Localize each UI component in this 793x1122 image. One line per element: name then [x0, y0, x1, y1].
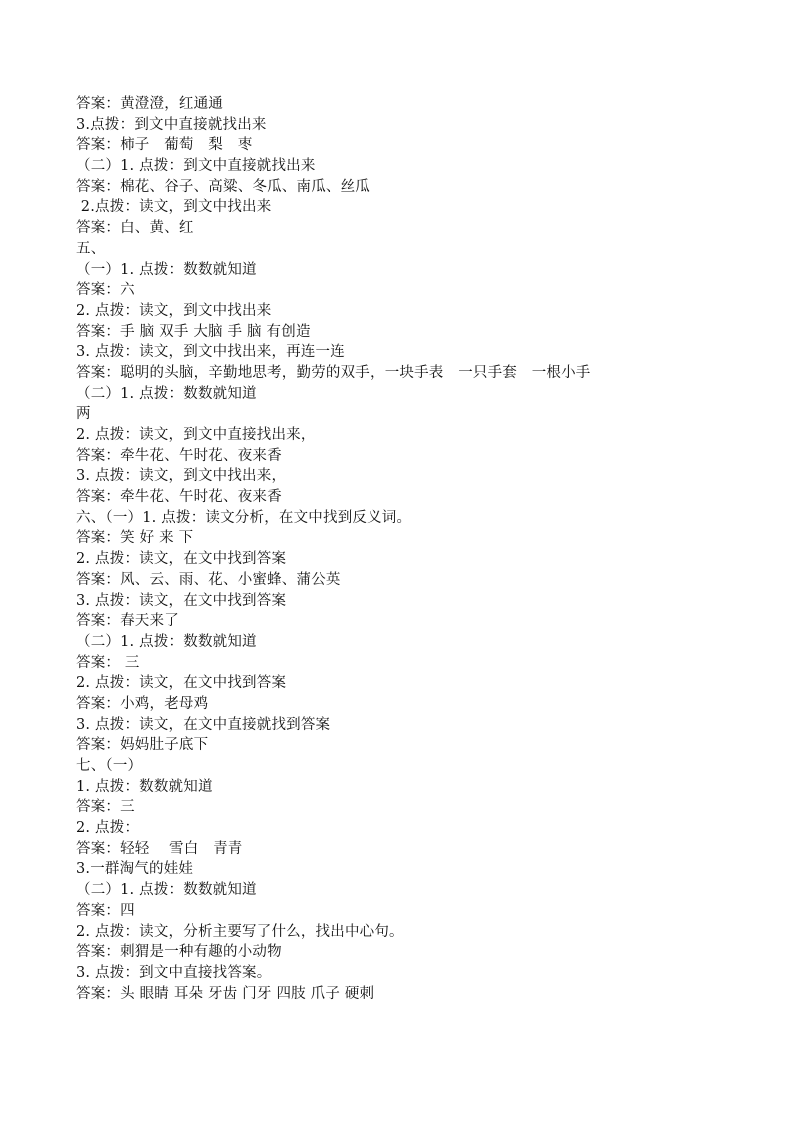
text-line: 答案：棉花、谷子、高粱、冬瓜、南瓜、丝瓜: [76, 178, 370, 195]
answer-text-block: [76, 94, 716, 1004]
text-line: 答案：牵牛花、午时花、夜来香: [76, 489, 282, 506]
text-line: 3.点拨：到文中直接就找出来: [76, 116, 267, 133]
text-line: 答案：小鸡，老母鸡: [76, 695, 209, 712]
text-line: 2. 点拨：读文，到文中找出来: [76, 302, 272, 319]
text-line: 答案：黄澄澄，红通通: [76, 96, 223, 112]
text-line: （二）1. 点拨：数数就知道: [76, 385, 257, 402]
text-line: 答案：白、黄、红: [76, 220, 194, 237]
text-line: 答案：刺猬是一种有趣的小动物: [76, 944, 282, 961]
text-line: 1. 点拨：数数就知道: [76, 778, 213, 795]
text-line: 答案：六: [76, 282, 135, 299]
text-line: 答案：头 眼睛 耳朵 牙齿 门牙 四肢 爪子 硬刺: [76, 985, 375, 1002]
text-line: 3. 点拨：读文，到文中找出来，: [76, 468, 287, 485]
text-line: （二）1. 点拨：数数就知道: [76, 882, 257, 899]
text-line: 答案：轻轻 雪白 青青: [76, 840, 243, 857]
section-heading: 七、（一）: [76, 758, 143, 774]
text-line: 3.一群淘气的娃娃: [76, 861, 194, 878]
text-line: 2. 点拨：读文，在文中找到答案: [76, 551, 287, 568]
text-line: 答案：柿子 葡萄 梨 枣: [76, 137, 253, 154]
text-line: 答案：风、云、雨、花、小蜜蜂、蒲公英: [76, 571, 341, 588]
text-line: （二）1. 点拨：到文中直接就找出来: [76, 158, 316, 175]
text-line: 3. 点拨：读文，在文中直接就找到答案: [76, 716, 331, 733]
section-heading: 六、（一）1. 点拨：读文分析，在文中找到反义词。: [76, 509, 412, 526]
text-line: 两: [76, 406, 91, 423]
text-line: 3. 点拨：读文，到文中找出来，再连一连: [76, 344, 345, 361]
text-line: （一）1. 点拨：数数就知道: [76, 261, 257, 278]
text-line: 2. 点拨：读文，分析主要写了什么，找出中心句。: [76, 923, 404, 940]
text-line: 答案：牵牛花、午时花、夜来香: [76, 447, 282, 464]
text-line: 2.点拨：读文，到文中找出来: [76, 199, 272, 216]
text-line: 答案：春天来了: [76, 613, 179, 630]
text-line: 答案：聪明的头脑，辛勤地思考，勤劳的双手，一块手表 一只手套 一根小手: [76, 364, 591, 381]
text-line: 3. 点拨：到文中直接找答案。: [76, 964, 272, 981]
text-line: 3. 点拨：读文，在文中找到答案: [76, 592, 287, 609]
text-line: 答案：三: [76, 799, 135, 816]
text-line: 2. 点拨：读文，到文中直接找出来，: [76, 427, 316, 443]
section-heading: 五、: [76, 240, 106, 257]
text-line: 答案： 三: [76, 654, 140, 671]
text-line: （二）1. 点拨：数数就知道: [76, 633, 257, 650]
text-line: 答案：妈妈肚子底下: [76, 737, 209, 754]
text-line: 2. 点拨：读文，在文中找到答案: [76, 675, 287, 692]
text-line: 答案：手 脑 双手 大脑 手 脑 有创造: [76, 323, 311, 340]
text-line: 答案：四: [76, 902, 135, 919]
text-line: 2. 点拨：: [76, 820, 140, 837]
text-line: 答案：笑 好 来 下: [76, 530, 194, 547]
